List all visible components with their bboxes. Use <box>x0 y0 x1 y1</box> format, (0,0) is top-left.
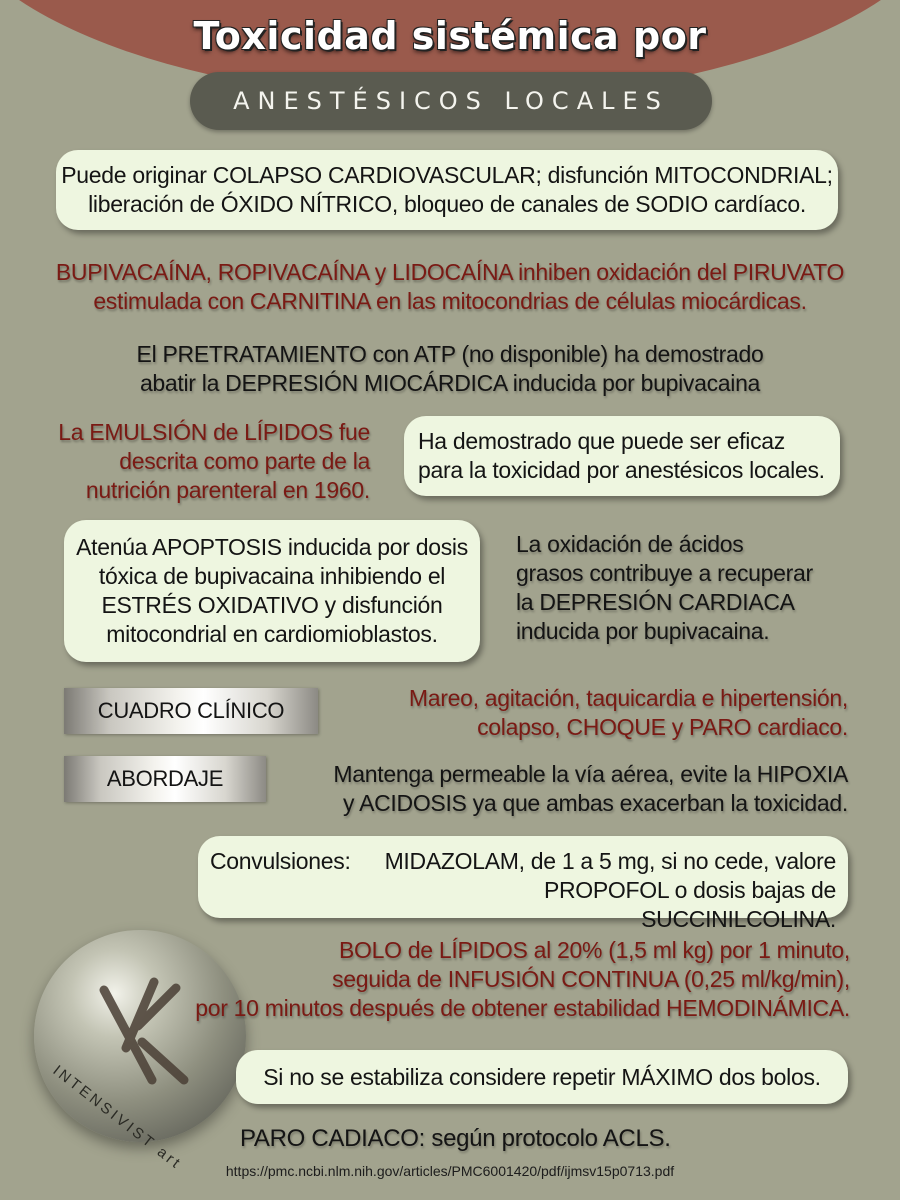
convulsions-box <box>198 836 848 932</box>
convulsions-body <box>360 847 836 934</box>
efficacy-line-1: Ha demostrado que puede ser eficaz <box>418 428 785 454</box>
lipid-line-3: nutrición parenteral en 1960. <box>85 477 370 503</box>
page-subtitle: ANESTÉSICOS LOCALES <box>190 72 712 130</box>
lipid-history-text <box>30 418 370 505</box>
lipid-line-1: La EMULSIÓN de LÍPIDOS fue <box>58 419 370 445</box>
fatty-line-2: grasos contribuye a recuperar <box>516 560 813 586</box>
approach-line-1: Mantenga permeable la vía aérea, evite la HIPOXIA <box>333 761 848 787</box>
fatty-line-3: la DEPRESIÓN CARDIACA <box>516 589 795 615</box>
efficacy-line-2: para la toxicidad por anestésicos locales. <box>418 457 825 483</box>
clinical-text <box>340 684 848 742</box>
apoptosis-line-3: ESTRÉS OXIDATIVO y disfunción <box>101 592 443 618</box>
atp-text <box>60 340 840 398</box>
atp-line-1: El PRETRATAMIENTO con ATP (no disponible) ha demostrado <box>136 341 764 367</box>
fatty-line-1: La oxidación de ácidos <box>516 531 744 557</box>
arrest-note: PARO CADIACO: según protocolo ACLS. <box>240 1125 671 1152</box>
source-url: https://pmc.ncbi.nlm.nih.gov/articles/PMC6001420/pdf/ijmsv15p0713.pdf <box>225 1163 675 1179</box>
bolus-line-1: BOLO de LÍPIDOS al 20% (1,5 ml kg) por 1 minuto, <box>339 937 850 963</box>
logo-text: INTENSIVIST art <box>49 1062 186 1174</box>
pyruvate-line-1: BUPIVACAÍNA, ROPIVACAÍNA y LIDOCAÍNA inhiben oxidación del PIRUVATO <box>55 259 845 285</box>
apoptosis-line-2: tóxica de bupivacaina inhibiendo el <box>98 563 446 589</box>
clinical-line-1: Mareo, agitación, taquicardia e hipertensión, <box>408 685 848 711</box>
page-title: Toxicidad sistémica por <box>193 14 707 58</box>
pyruvate-line-2: estimulada con CARNITINA en las mitocondrias de células miocárdicas. <box>93 288 807 314</box>
effects-line-2: liberación de ÓXIDO NÍTRICO, bloqueo de canales de SODIO cardíaco. <box>88 191 806 217</box>
effects-box <box>56 150 838 230</box>
lipid-line-2: descrita como parte de la <box>119 448 370 474</box>
pyruvate-text <box>0 258 900 316</box>
bolus-line-3: por 10 minutos después de obtener estabilidad HEMODINÁMICA. <box>195 995 850 1021</box>
fatty-line-4: inducida por bupivacaina. <box>516 618 770 644</box>
convulsions-line-1: MIDAZOLAM, de 1 a 5 mg, si no cede, valore <box>384 848 836 874</box>
approach-line-2: y ACIDOSIS ya que ambas exacerban la toxicidad. <box>343 790 848 816</box>
apoptosis-line-1: Atenúa APOPTOSIS inducida por dosis <box>76 534 468 560</box>
convulsions-label: Convulsiones: <box>210 848 351 874</box>
repeat-note-box <box>236 1050 848 1104</box>
effects-line-1: Puede originar COLAPSO CARDIOVASCULAR; disfunción MITOCONDRIAL; <box>61 162 833 188</box>
approach-label: ABORDAJE <box>64 756 266 802</box>
clinical-label: CUADRO CLÍNICO <box>64 688 318 734</box>
repeat-note: Si no se estabiliza considere repetir MÁXIMO dos bolos. <box>263 1063 821 1090</box>
convulsions-line-2: PROPOFOL o dosis bajas de SUCCINILCOLINA. <box>543 877 836 932</box>
clinical-line-2: colapso, CHOQUE y PARO cardiaco. <box>477 714 848 740</box>
bolus-text <box>140 936 850 1023</box>
atp-line-2: abatir la DEPRESIÓN MIOCÁRDICA inducida por bupivacaina <box>139 370 761 396</box>
apoptosis-line-4: mitocondrial en cardiomioblastos. <box>106 621 438 647</box>
approach-text <box>290 760 848 818</box>
apoptosis-box <box>64 520 480 662</box>
fatty-acid-text <box>516 530 856 646</box>
bolus-line-2: seguida de INFUSIÓN CONTINUA (0,25 ml/kg/min), <box>332 966 850 992</box>
efficacy-box <box>404 416 840 496</box>
